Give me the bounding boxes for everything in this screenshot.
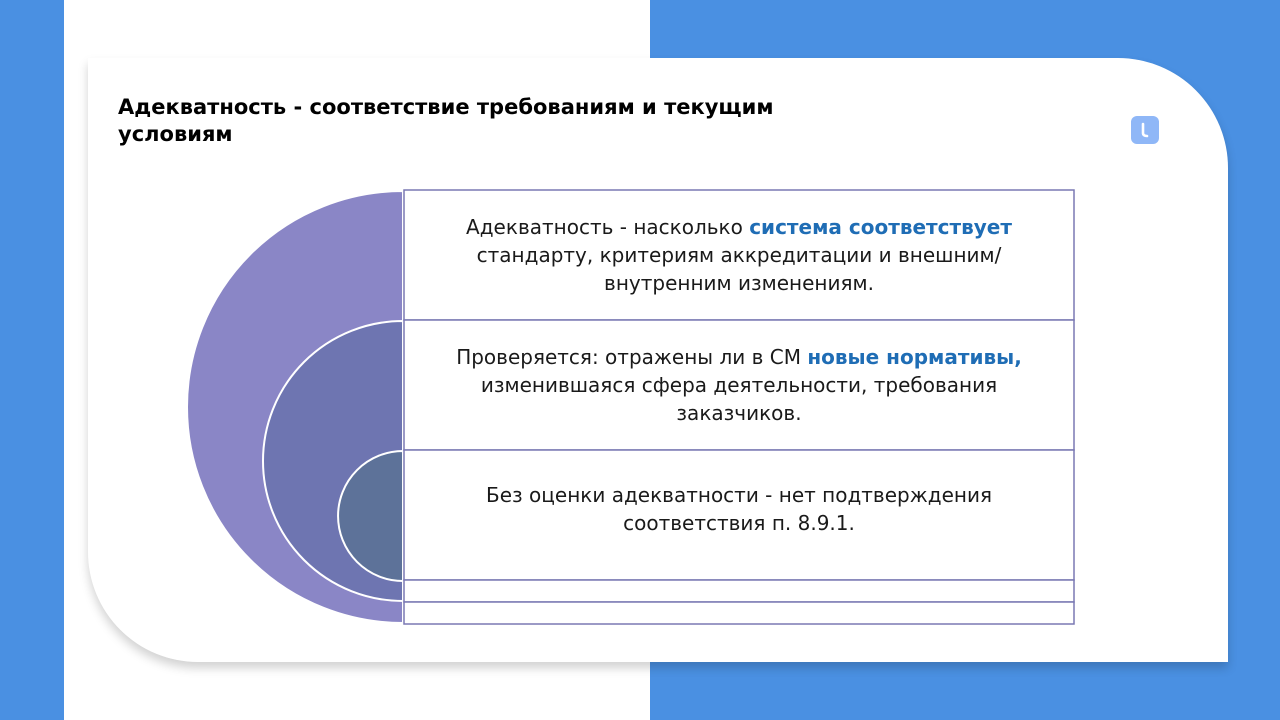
text-block-1-after: стандарту, критериям аккредитации и внешним/внутренним изменениям. [476,243,1002,295]
text-block-2-after: изменившаяся сфера деятельности, требования заказчиков. [480,373,998,425]
text-block-2 [404,320,1074,450]
text-block-2-content [432,343,1046,427]
text-block-1-content [432,213,1046,297]
slide-title: Адекватность - соответствие требованиям и текущим условиям [118,95,774,146]
text-block-1-highlight: система соответствует [749,215,1012,239]
text-block-3-before: Без оценки адекватности - нет подтверждения соответствия п. 8.9.1. [486,483,992,535]
box-border-4 [404,580,1074,602]
text-block-3 [404,450,1074,580]
text-block-1 [404,190,1074,320]
text-block-3-content [432,481,1046,537]
text-block-1-before: Адекватность - насколько [466,215,750,239]
text-block-2-highlight: новые нормативы, [807,345,1022,369]
box-border-5 [404,602,1074,624]
text-block-2-before: Проверяется: отражены ли в СМ [456,345,808,369]
